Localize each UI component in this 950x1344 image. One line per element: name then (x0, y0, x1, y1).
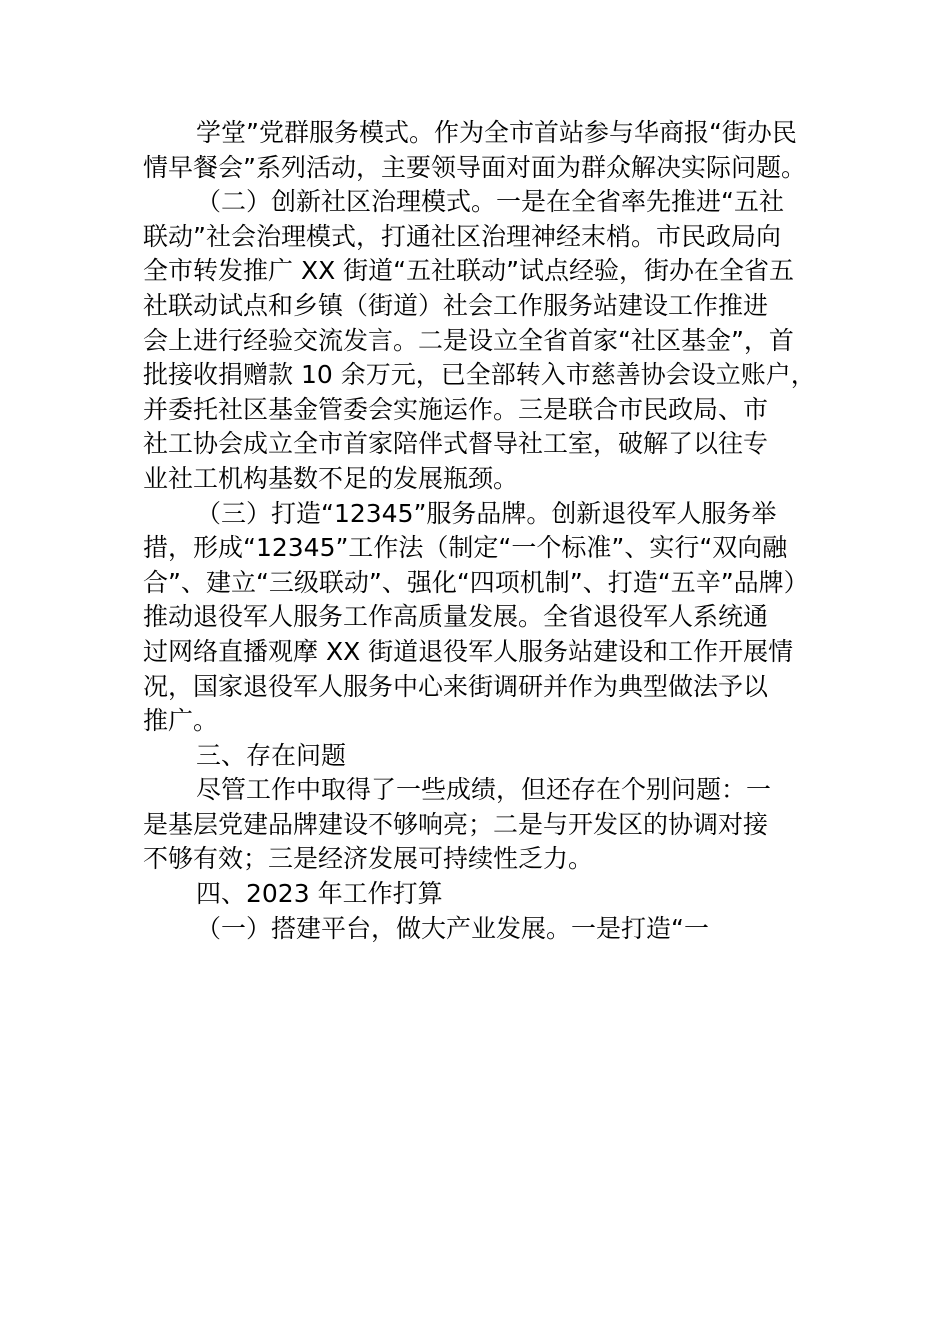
section-heading-line: （二）创新社区治理模式。一是在全省率先推进“五社 (196, 187, 784, 217)
text-line: 情早餐会”系列活动，主要领导面对面为群众解决实际问题。 (143, 152, 806, 182)
section-heading-line: （三）打造“12345”服务品牌。创新退役军人服务举 (196, 498, 777, 528)
text-line: 合”、建立“三级联动”、强化“四项机制”、打造“五辛”品牌） (143, 567, 809, 597)
text-line: 并委托社区基金管委会实施运作。三是联合市民政局、市 (143, 394, 769, 424)
text-line: 批接收捐赠款 10 余万元，已全部转入市慈善协会设立账户， (143, 360, 816, 390)
section-heading-line: （一）搭建平台，做大产业发展。一是打造“一 (196, 913, 709, 943)
text-line: 过网络直播观摩 XX 街道退役军人服务站建设和工作开展情 (143, 636, 794, 666)
text-line: 全市转发推广 XX 街道“五社联动”试点经验，街办在全省五 (143, 256, 795, 286)
text-line: 学堂”党群服务模式。作为全市首站参与华商报“街办民 (196, 118, 797, 147)
chapter-heading-line: 三、存在问题 (196, 740, 347, 770)
text-line: 社工协会成立全市首家陪伴式督导社工室，破解了以往专 (143, 429, 769, 459)
text-line: 推广。 (143, 706, 219, 736)
text-line: 会上进行经验交流发言。二是设立全省首家“社区基金”，首 (143, 325, 794, 355)
body-text (143, 116, 816, 946)
text-line: 推动退役军人服务工作高质量发展。全省退役军人系统通 (143, 602, 769, 632)
text-line: 是基层党建品牌建设不够响亮；二是与开发区的协调对接 (143, 809, 769, 839)
text-line: 社联动试点和乡镇（街道）社会工作服务站建设工作推进 (143, 290, 769, 320)
text-line: 业社工机构基数不足的发展瓶颈。 (143, 463, 519, 493)
text-line: 联动”社会治理模式，打通社区治理神经末梢。市民政局向 (143, 221, 781, 251)
text-line: 况，国家退役军人服务中心来街调研并作为典型做法予以 (143, 671, 769, 701)
text-line: 措，形成“12345”工作法（制定“一个标准”、实行“双向融 (143, 533, 788, 563)
text-line: 不够有效；三是经济发展可持续性乏力。 (143, 844, 594, 874)
text-line: 尽管工作中取得了一些成绩，但还存在个别问题：一 (196, 775, 772, 805)
chapter-heading-line: 四、2023 年工作打算 (196, 879, 443, 909)
